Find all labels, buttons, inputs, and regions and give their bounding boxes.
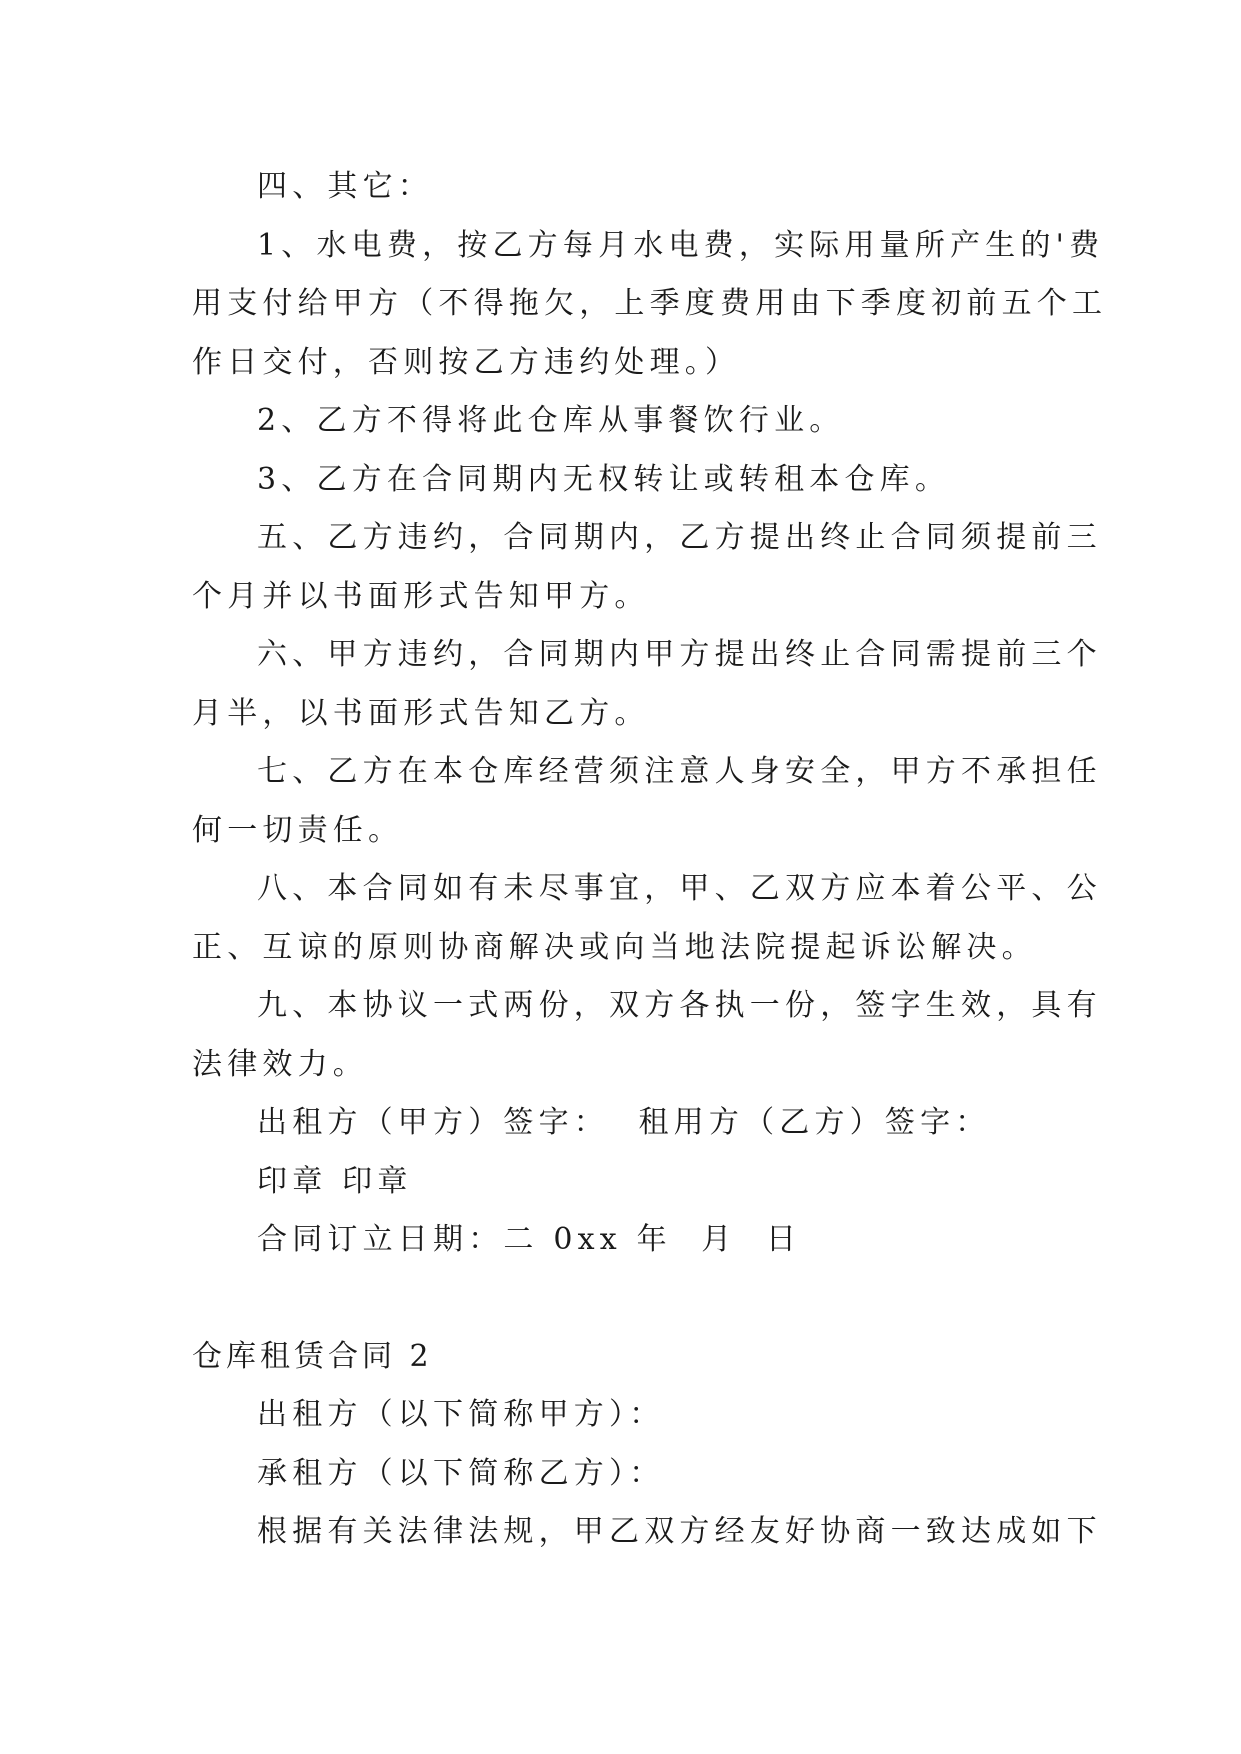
paragraph-line: 2、乙方不得将此仓库从事餐饮行业。 (257, 403, 845, 438)
paragraph-line: 七、乙方在本仓库经营须注意人身安全，甲方不承担任 (257, 754, 1102, 789)
heading-other: 四、其它： (257, 169, 433, 204)
section-title: 仓库租赁合同 2 (192, 1338, 433, 1374)
paragraph-line: 1、水电费，按乙方每月水电费，实际用量所产生的'费 (257, 227, 1105, 263)
paragraph-line: 九、本协议一式两份，双方各执一份，签字生效，具有 (257, 988, 1102, 1023)
lessor-line: 出租方（以下简称甲方）： (257, 1397, 665, 1432)
section-spacer (192, 1270, 1052, 1328)
paragraph-line: 作日交付，否则按乙方违约处理。） (192, 344, 741, 380)
lessee-line: 承租方（以下简称乙方）： (257, 1455, 665, 1491)
signature-line: 出租方（甲方）签字： 租用方（乙方）签字： (257, 1105, 991, 1140)
paragraph-line: 六、甲方违约，合同期内甲方提出终止合同需提前三个 (257, 637, 1102, 672)
paragraph-line: 八、本合同如有未尽事宜，甲、乙双方应本着公平、公 (257, 871, 1102, 906)
paragraph-line: 法律效力。 (192, 1046, 368, 1082)
document-page (192, 158, 1108, 1562)
paragraph-line: 何一切责任。 (192, 812, 404, 848)
paragraph-line: 3、乙方在合同期内无权转让或转租本仓库。 (257, 461, 951, 497)
seal-line: 印章 印章 (257, 1163, 413, 1199)
paragraph-line: 个月并以书面形式告知甲方。 (192, 578, 650, 614)
paragraph-line: 根据有关法律法规，甲乙双方经友好协商一致达成如下 (257, 1514, 1102, 1549)
paragraph-line: 用支付给甲方（不得拖欠，上季度费用由下季度初前五个工 (192, 286, 1108, 321)
contract-date-line: 合同订立日期：二 0xx 年 月 日 (257, 1222, 802, 1257)
paragraph-line: 月半，以书面形式告知乙方。 (192, 695, 650, 731)
paragraph-line: 五、乙方违约，合同期内，乙方提出终止合同须提前三 (257, 520, 1102, 555)
paragraph-line: 正、互谅的原则协商解决或向当地法院提起诉讼解决。 (192, 929, 1037, 965)
